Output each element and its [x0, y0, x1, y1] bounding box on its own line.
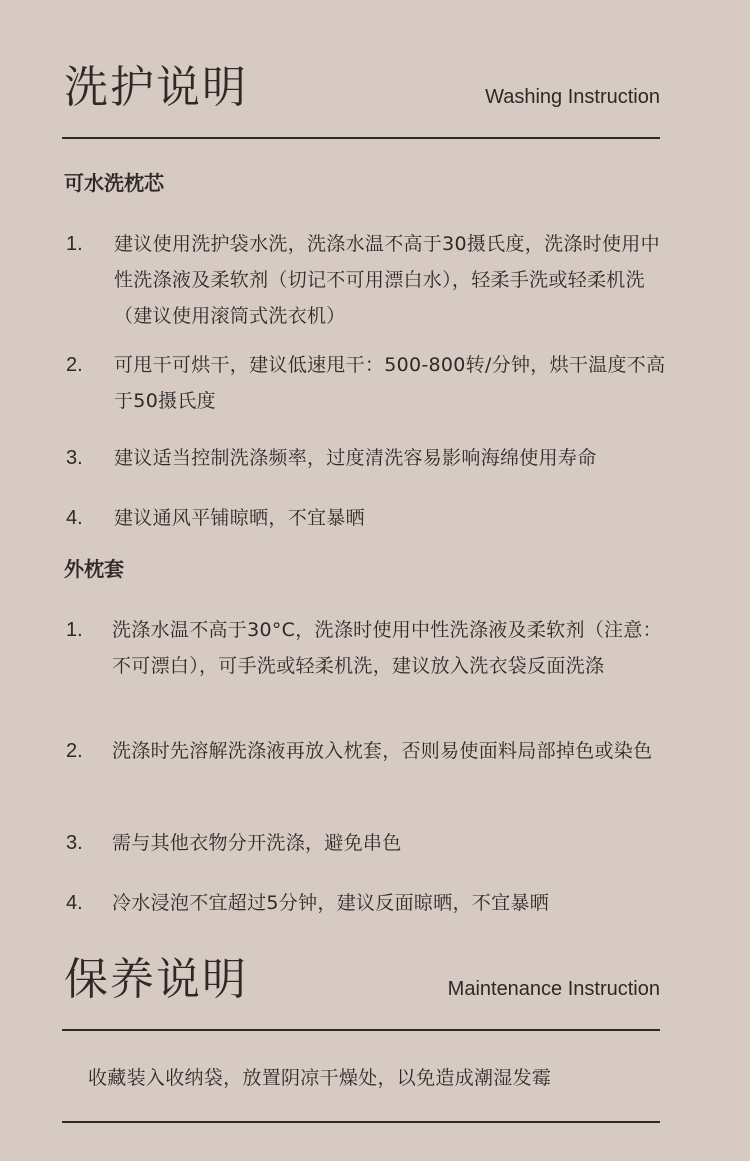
- washing-subtitle: Washing Instruction: [485, 86, 660, 108]
- pillow-core-item-3-text: 建议适当控制洗涤频率，过度清洗容易影响海绵使用寿命: [114, 447, 597, 469]
- pillow-core-item-3-number: 3.: [66, 447, 83, 469]
- pillowcase-item-2-number: 2.: [66, 740, 83, 762]
- pillowcase-item-4-number: 4.: [66, 892, 83, 914]
- washing-divider: [62, 137, 660, 139]
- pillowcase-item-3-text: 需与其他衣物分开洗涤，避免串色: [112, 832, 402, 854]
- maintenance-divider-bottom: [62, 1121, 660, 1123]
- maintenance-text: 收藏装入收纳袋，放置阴凉干燥处，以免造成潮湿发霉: [88, 1067, 552, 1089]
- pillowcase-item-2-text: 洗涤时先溶解洗涤液再放入枕套，否则易使面料局部掉色或染色: [112, 740, 653, 762]
- pillow-core-item-2-number: 2.: [66, 354, 83, 376]
- pillowcase-item-1-number: 1.: [66, 619, 83, 641]
- pillow-core-item-4-number: 4.: [66, 507, 83, 529]
- maintenance-subtitle: Maintenance Instruction: [447, 978, 660, 1000]
- pillowcase-item-4-text: 冷水浸泡不宜超过5分钟，建议反面晾晒，不宜暴晒: [112, 892, 549, 914]
- pillow-core-item-2-text: 可甩干可烘干，建议低速甩干：500-800转/分钟，烘干温度不高于50摄氏度: [114, 354, 666, 412]
- pillow-core-item-4-text: 建议通风平铺晾晒，不宜暴晒: [114, 507, 365, 529]
- maintenance-title: 保养说明: [64, 954, 248, 1005]
- pillowcase-item-1-text: 洗涤水温不高于30°C，洗涤时使用中性洗涤液及柔软剂（注意：不可漂白），可手洗或轻柔机洗，建议放入洗衣袋反面洗涤: [112, 619, 662, 677]
- pillow-core-item-1-text: 建议使用洗护袋水洗，洗涤水温不高于30摄氏度，洗涤时使用中性洗涤液及柔软剂（切记不可用漂白水），轻柔手洗或轻柔机洗（建议使用滚筒式洗衣机）: [114, 233, 660, 327]
- washing-title: 洗护说明: [64, 62, 248, 113]
- pillow-core-item-1-number: 1.: [66, 233, 83, 255]
- pillowcase-heading: 外枕套: [64, 557, 124, 581]
- maintenance-divider-top: [62, 1029, 660, 1031]
- pillowcase-item-3-number: 3.: [66, 832, 83, 854]
- pillow-core-heading: 可水洗枕芯: [64, 171, 164, 195]
